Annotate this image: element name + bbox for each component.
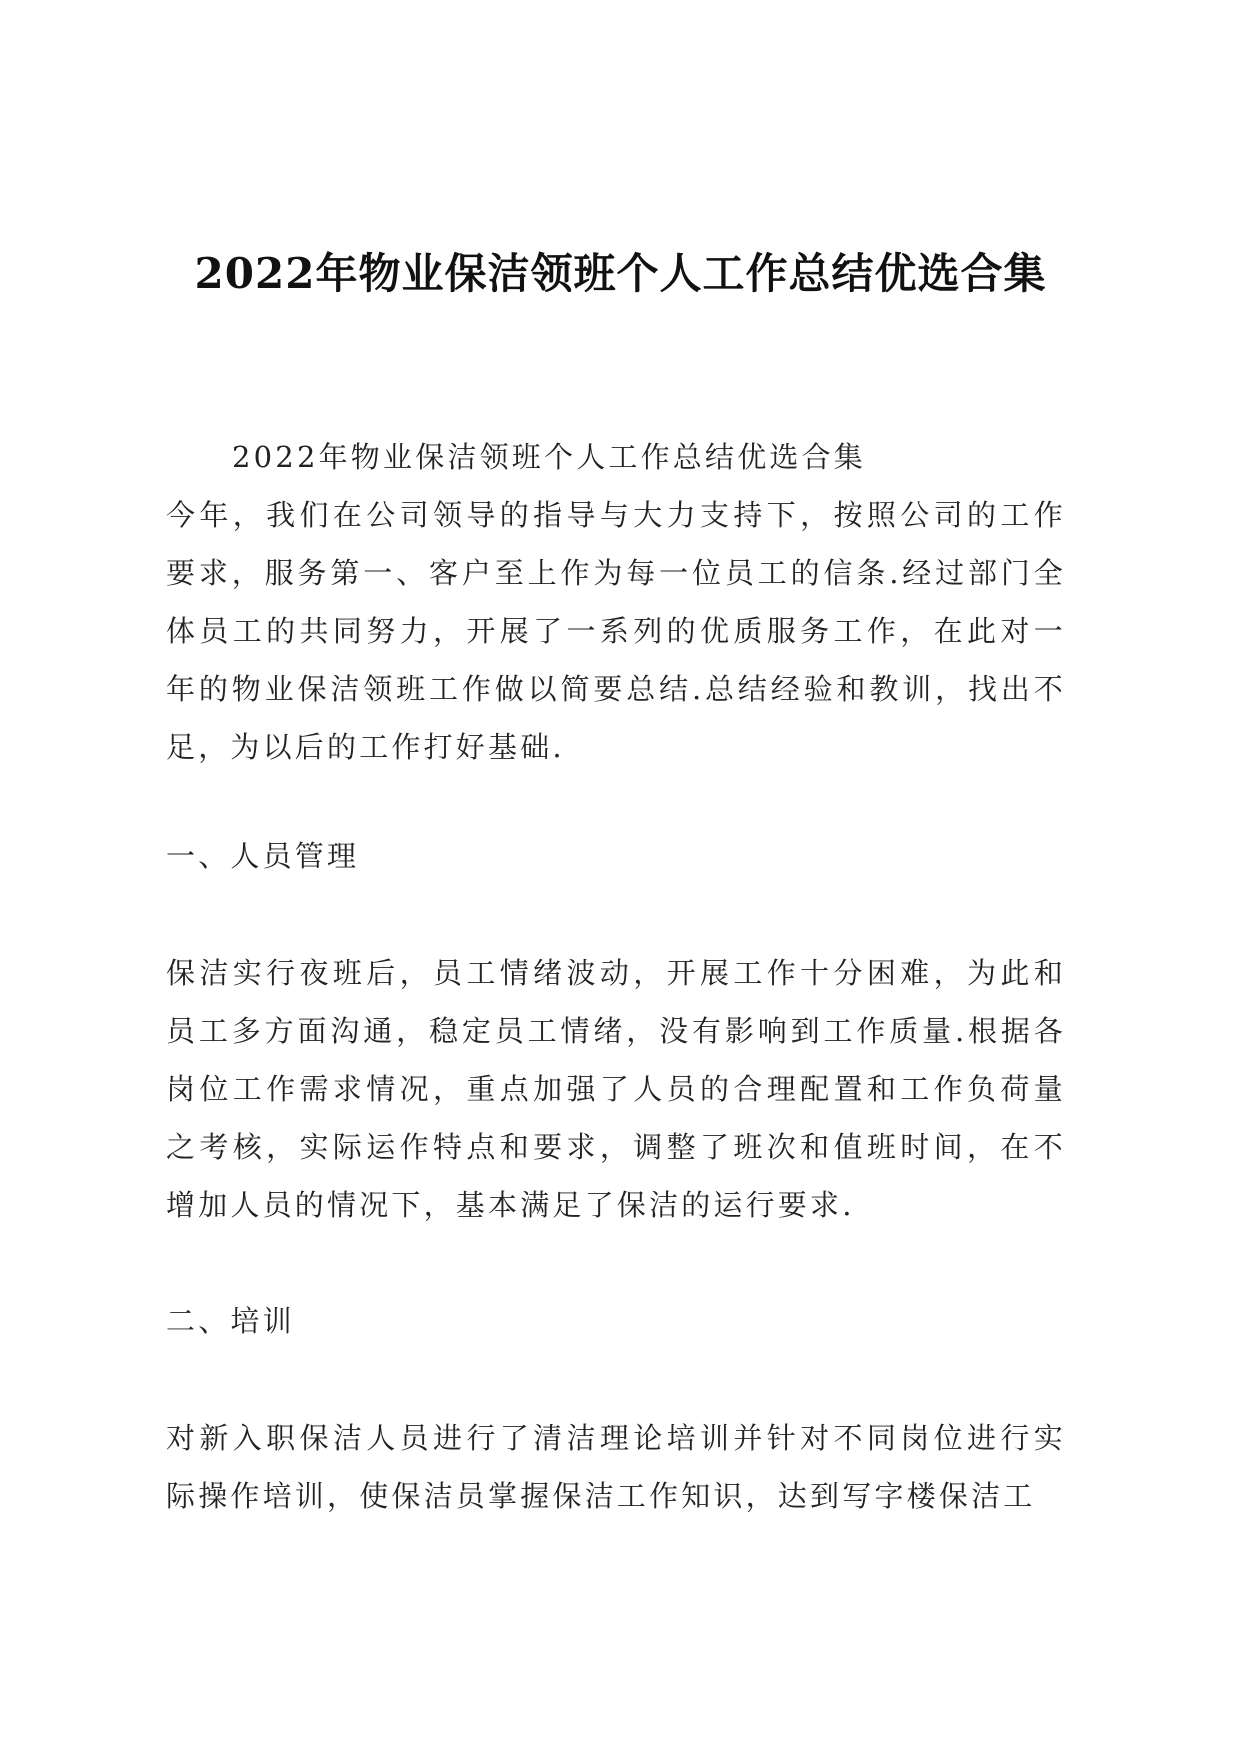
document-subtitle: 2022年物业保洁领班个人工作总结优选合集 — [232, 440, 867, 474]
section-heading-training — [166, 1292, 1066, 1350]
intro-block — [166, 428, 1066, 776]
section-body-training — [166, 1409, 1066, 1525]
section-body-personnel — [166, 944, 1066, 1234]
section-paragraph: 保洁实行夜班后，员工情绪波动，开展工作十分困难，为此和员工多方面沟通，稳定员工情绪，没有影响到工作质量.根据各岗位工作需求情况，重点加强了人员的合理配置和工作负荷量之考核，实际运作特点和要求，调整了班次和值班时间，在不增加人员的情况下，基本满足了保洁的运行要求. — [166, 956, 1066, 1222]
section-heading: 二、培训 — [166, 1304, 295, 1338]
section-heading-personnel — [166, 827, 1066, 885]
intro-paragraph: 今年，我们在公司领导的指导与大力支持下，按照公司的工作要求，服务第一、客户至上作为每一位员工的信条.经过部门全体员工的共同努力，开展了一系列的优质服务工作，在此对一年的物业保洁领班工作做以简要总结.总结经验和教训，找出不足，为以后的工作打好基础. — [166, 498, 1066, 764]
document-title: 2022年物业保洁领班个人工作总结优选合集 — [194, 249, 1047, 298]
section-paragraph: 对新入职保洁人员进行了清洁理论培训并针对不同岗位进行实际操作培训，使保洁员掌握保洁工作知识，达到写字楼保洁工 — [166, 1421, 1066, 1513]
section-heading: 一、人员管理 — [166, 839, 360, 873]
